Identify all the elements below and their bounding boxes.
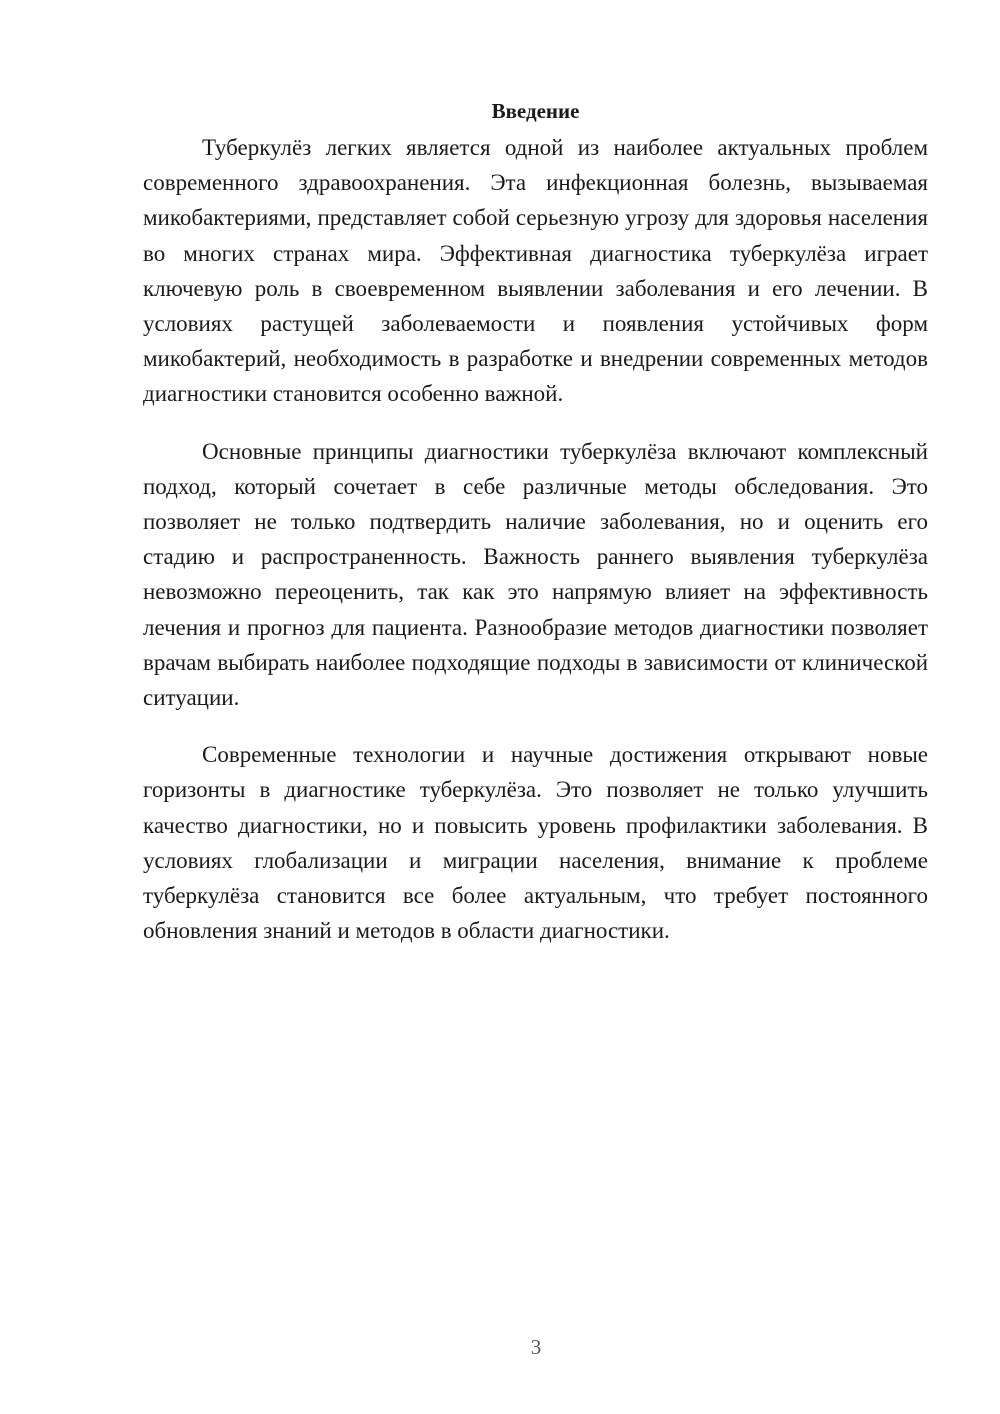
paragraph-intro: Туберкулёз легких является одной из наиболее актуальных проблем современного здравоохранения. Эта инфекционная болезнь, вызываемая микобактериями, представляет собой серьезную угрозу для здоровья населения во многих странах мира. Эффективная диагностика туберкулёза играет ключевую роль в своевременном выявлении заболевания и его лечении. В условиях растущей заболеваемости и появления устойчивых форм микобактерий, необходимость в разработке и внедрении современных методов диагностики становится особенно важной. [143,135,928,407]
page-content [143,96,928,970]
section-title: Введение [491,99,580,123]
paragraph-principles: Основные принципы диагностики туберкулёза включают комплексный подход, который сочетает в себе различные методы обследования. Это позволяет не только подтвердить наличие заболевания, но и оценить его стадию и распространенность. Важность раннего выявления туберкулёза невозможно переоценить, так как это напрямую влияет на эффективность лечения и прогноз для пациента. Разнообразие методов диагностики позволяет врачам выбирать наиболее подходящие подходы в зависимости от клинической ситуации. [143,438,928,711]
paragraph-technologies: Современные технологии и научные достижения открывают новые горизонты в диагностике туберкулёза. Это позволяет не только улучшить качество диагностики, но и повысить уровень профилактики заболевания. В условиях глобализации и миграции населения, внимание к проблеме туберкулёза становится все более актуальным, что требует постоянного обновления знаний и методов в области диагностики. [143,742,928,944]
page-number: 3 [530,1335,542,1359]
